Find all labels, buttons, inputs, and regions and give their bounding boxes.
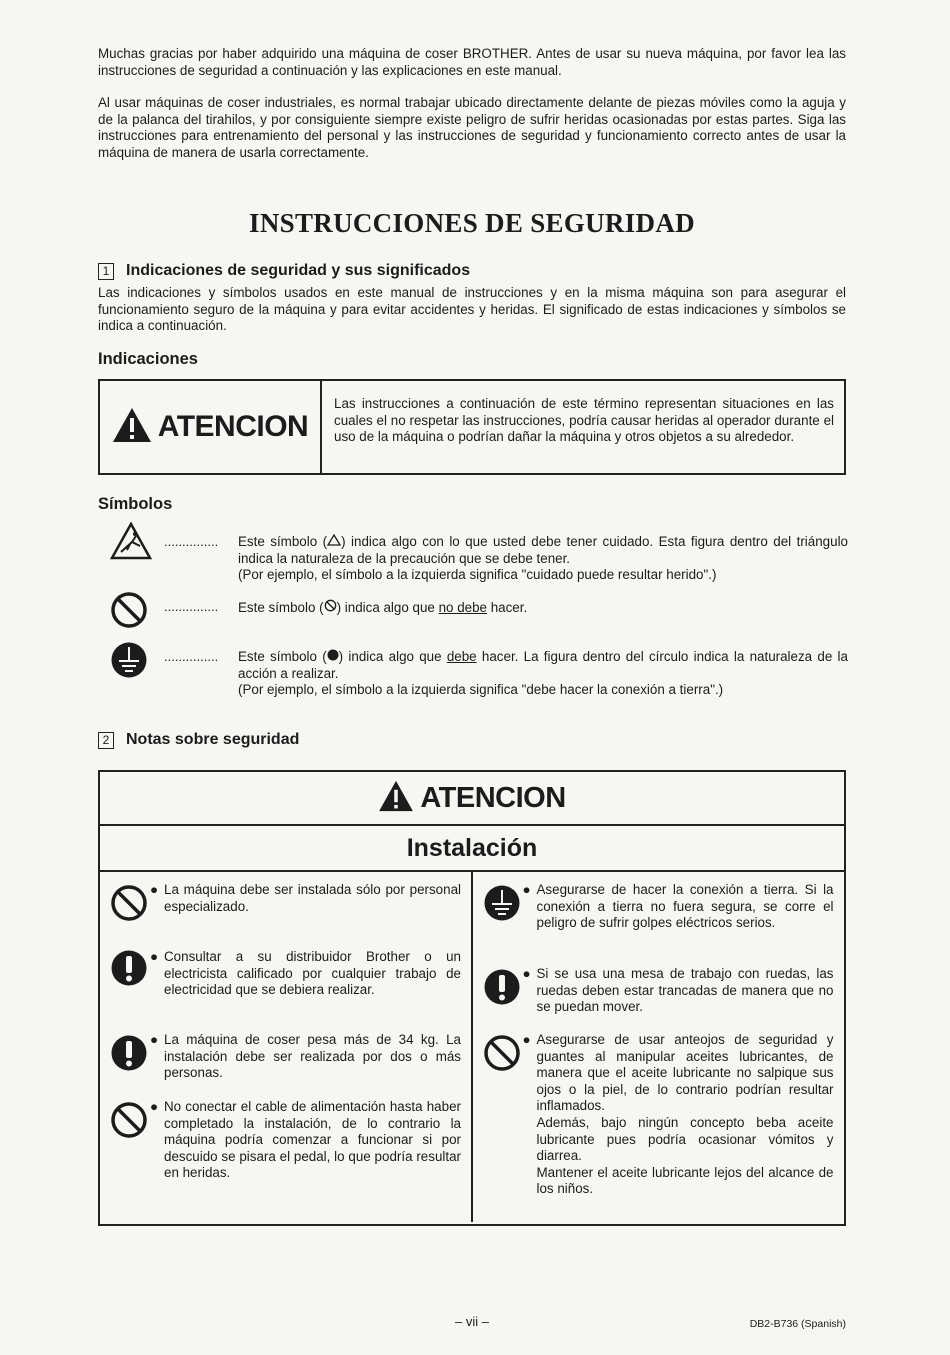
page-number: – vii – [455, 1314, 489, 1329]
section-2-title: Notas sobre seguridad [126, 731, 300, 748]
atencion-label: ATENCION [157, 410, 309, 443]
prohibit-text-b: ) indica algo que [336, 600, 439, 615]
note-right-3b: Además, bajo ningún concepto beba aceite lubricante pues podría ocasionar vómitos y diarrea. [536, 1114, 834, 1164]
mandatory-text-example: (Por ejemplo, el símbolo a la izquierda significa "debe hacer la conexión a tierra".) [238, 682, 724, 698]
prohibit-icon [110, 1101, 148, 1144]
prohibit-text-d: hacer. [487, 600, 528, 615]
notes-columns [100, 872, 844, 1222]
prohibit-icon [483, 1034, 521, 1077]
note-text [150, 1099, 461, 1182]
mandatory-text-d: hacer. La figura dentro del círculo indica la naturaleza de la acción a realizar. [238, 649, 848, 681]
prohibit-text-a: Este símbolo ( [238, 600, 324, 615]
caution-text-a: Este símbolo ( [238, 534, 328, 549]
note-text [150, 949, 461, 999]
indications-heading: Indicaciones [98, 350, 198, 368]
mandatory-text-a: Este símbolo ( [238, 649, 327, 664]
note-text [522, 1032, 834, 1198]
note-text [150, 1032, 461, 1082]
caution-symbol-text [238, 534, 848, 584]
prohibit-icon [110, 884, 148, 927]
warning-triangle-icon [378, 780, 414, 817]
note-right-2: Si se usa una mesa de trabajo con ruedas, las ruedas deben estar trancadas de manera que no se puedan mover. [536, 966, 834, 1015]
note-right-3c: Mantener el aceite lubricante lejos del alcance de los niños. [536, 1164, 834, 1197]
notes-atencion-label: ATENCION [420, 781, 566, 814]
symbol-row-caution [110, 522, 850, 586]
safety-notes-box [98, 770, 846, 1226]
atencion-description: Las instrucciones a continuación de este término representan situaciones en las cuales el no respetar las instrucciones, podría causar heridas al operador durante el uso de la máquina o podrían dañar la máquina y otros objetos a su alrededor. [334, 396, 834, 445]
document-code: DB2-B736 (Spanish) [749, 1318, 846, 1330]
note-right-3: Asegurarse de usar anteojos de seguridad y guantes al manipular aceites lubricantes, de manera que el aceite lubricante no salpique sus ojos o la piel, de lo contrario podrían resultar inflamados. [536, 1032, 834, 1114]
warning-triangle-icon [112, 407, 152, 448]
caution-text-b: ) indica algo con lo que usted debe tener cuidado. Esta figura dentro del triángulo indica la naturaleza de la precaución que se debe tener. [238, 534, 848, 566]
section-2-number: 2 [98, 732, 114, 749]
small-triangle-icon [327, 534, 341, 546]
section-1-number: 1 [98, 263, 114, 280]
bullet: ● [522, 966, 531, 981]
exclamation-icon [110, 1034, 148, 1077]
page-title: INSTRUCCIONES DE SEGURIDAD [249, 208, 695, 238]
intro-paragraph-1: Muchas gracias por haber adquirido una máquina de coser BROTHER. Antes de usar su nueva máquina, por favor lea las instrucciones de seguridad a continuación y las explicaciones en este manual. [98, 46, 846, 78]
note-left-1: La máquina debe ser instalada sólo por personal especializado. [164, 882, 461, 914]
ground-icon [483, 884, 521, 927]
note-left-3: La máquina de coser pesa más de 34 kg. La instalación debe ser realizada por dos o más personas. [164, 1032, 461, 1081]
bullet: ● [150, 1032, 159, 1047]
note-text [150, 882, 461, 915]
section-1-body: Las indicaciones y símbolos usados en este manual de instrucciones y en la misma máquina son para asegurar el funcionamiento seguro de la máquina y para evitar accidentes y heridas. El significado de estas indicaciones y símbolos se indica a continuación. [98, 285, 846, 334]
section-1-title: Indicaciones de seguridad y sus significados [126, 262, 471, 279]
small-prohibit-icon [324, 599, 337, 612]
note-text [522, 882, 834, 932]
installation-title: Instalación [100, 826, 844, 872]
symbols-heading: Símbolos [98, 495, 173, 513]
caution-injury-icon [110, 522, 152, 565]
notes-atencion-header [100, 772, 844, 826]
note-right-1: Asegurarse de hacer la conexión a tierra. Si la conexión a tierra no fuera segura, se corre el peligro de sufrir golpes eléctricos serios. [536, 882, 834, 931]
note-left-2: Consultar a su distribuidor Brother o un electricista calificado por cualquier trabajo de electricidad que se debiera realizar. [164, 949, 461, 998]
prohibit-icon [110, 591, 148, 634]
bullet: ● [150, 1099, 159, 1114]
section-2-heading [98, 731, 299, 749]
symbol-row-mandatory [110, 641, 850, 701]
mandatory-text-underlined: debe [446, 649, 477, 664]
bullet: ● [150, 882, 159, 897]
exclamation-icon [110, 949, 148, 992]
bullet: ● [150, 949, 159, 964]
mandatory-leader-dots: ............... [164, 649, 219, 664]
section-1-heading [98, 262, 470, 280]
symbol-row-prohibit [110, 591, 850, 631]
caution-text-example: (Por ejemplo, el símbolo a la izquierda significa "cuidado puede resultar herido".) [238, 567, 717, 583]
ground-icon [110, 641, 148, 684]
bullet: ● [522, 882, 531, 897]
atencion-label-cell [100, 381, 322, 473]
prohibit-text-underlined: no debe [438, 600, 487, 615]
bullet: ● [522, 1032, 531, 1047]
mandatory-symbol-text [238, 649, 848, 699]
prohibit-leader-dots: ............... [164, 599, 219, 614]
atencion-indication-box [98, 379, 846, 475]
prohibit-symbol-text [238, 599, 848, 617]
caution-leader-dots: ............... [164, 534, 219, 549]
mandatory-text-b: ) indica algo que [338, 649, 447, 664]
note-text [522, 966, 834, 1016]
small-filled-circle-icon [327, 649, 339, 661]
intro-paragraph-2: Al usar máquinas de coser industriales, es normal trabajar ubicado directamente delante de piezas móviles como la aguja y de la palanca del tirahilos, y por consiguiente siempre existe peligro de sufrir heridas ocasionadas por estas partes. Siga las instrucciones para entrenamiento del personal y las instrucciones de seguridad y funcionamiento correcto antes de usar la máquina de manera de usarla correctamente. [98, 95, 846, 160]
notes-right-column [473, 872, 845, 1222]
exclamation-icon [483, 968, 521, 1011]
note-left-4: No conectar el cable de alimentación hasta haber completado la instalación, de lo contrario la máquina podría comenzar a funcionar si por descuido se pisara el pedal, lo que podría resultar en heridas. [164, 1099, 461, 1181]
notes-left-column [100, 872, 473, 1222]
